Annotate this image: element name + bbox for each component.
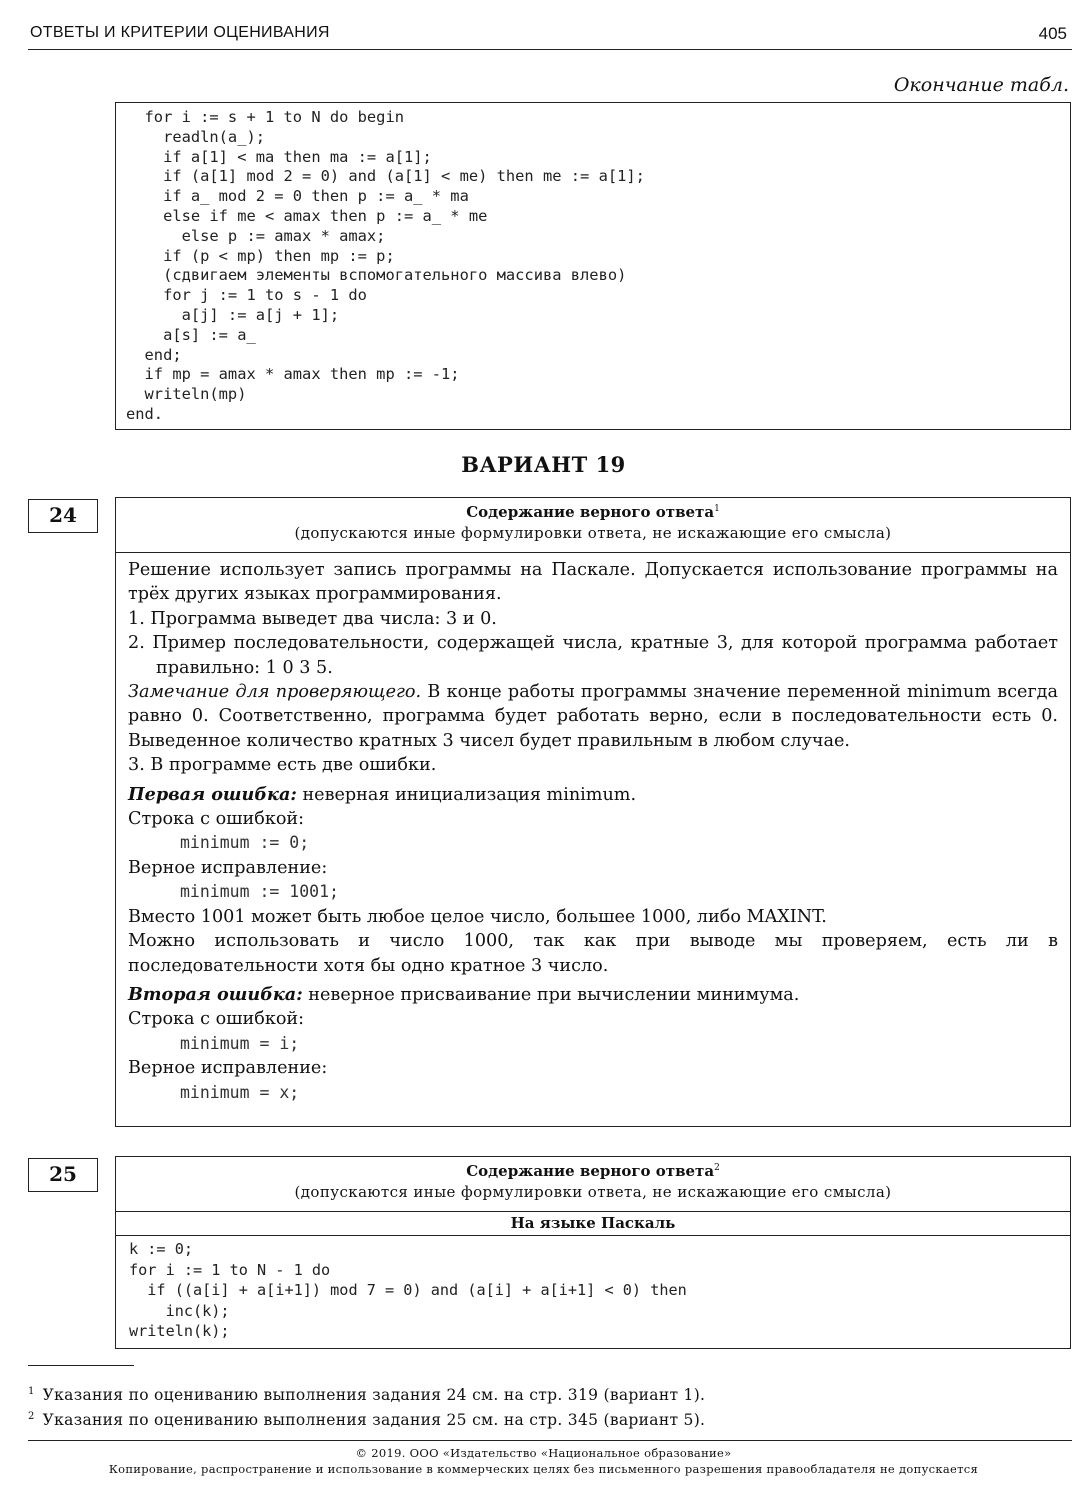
task25-header — [116, 1157, 1070, 1212]
task24-error1-note2: Можно использовать и число 1000, так как при выводе мы проверяем, есть ли в последовательности хотя бы одно кратное 3 число. — [128, 931, 1058, 976]
task24-intro: Решение использует запись программы на Паскале. Допускается использование программы на трёх других языках программирования. — [128, 560, 1058, 605]
table-continuation-label: Окончание табл. — [893, 74, 1069, 96]
task25-header-title — [116, 1157, 1070, 1180]
task25-footnote-ref: 2 — [714, 1163, 720, 1173]
header-rule — [28, 49, 1072, 50]
task24-error2-label: Вторая ошибка: — [128, 983, 303, 1005]
task24-error2-fix-code: minimum = x; — [180, 1082, 300, 1102]
copyright-rule — [28, 1440, 1072, 1441]
task24-error2 — [128, 983, 1058, 1007]
task24-item2: 2. Пример последовательности, содержащей числа, кратные 3, для которой программа работает правильно: 1 0 3 5. — [128, 633, 1058, 678]
copyright-line-2: Копирование, распространение и использование в коммерческих целях без письменного разрешения правообладателя не допускается — [108, 1462, 979, 1476]
footnote-2 — [28, 1406, 1068, 1431]
task24-footnote-ref: 1 — [714, 504, 720, 514]
task24-header-title-text: Содержание верного ответа — [466, 503, 715, 521]
top-code: for i := s + 1 to N do begin readln(a_); if a[1] < ma then ma := a[1]; if (a[1] mod 2 = 0) and (a[1] < me) then me := a[1]; if a_ mod 2 = 0 then p := a_ * ma else if me < amax then p := a_ * me else p := amax * amax; if (p < mp) then mp := p; (сдвигаем элементы вспомогательного массива влево) for j := 1 to s - 1 do a[j] := a[j + 1]; a[s] := a_ end; if mp = amax * amax then mp := -1; writeln(mp) end. — [126, 108, 645, 423]
top-code-box — [115, 102, 1071, 430]
footnote-2-text: Указания по оцениванию выполнения задания 25 см. на стр. 345 (вариант 5). — [42, 1411, 706, 1430]
page-number: 405 — [1038, 24, 1067, 43]
task24-item1: 1. Программа выведет два числа: 3 и 0. — [128, 608, 497, 629]
task24-error1-note1: Вместо 1001 может быть любое целое число, большее 1000, либо MAXINT. — [128, 906, 827, 927]
task24-note-text: В конце работы программы значение переменной minimum всегда равно 0. Соответственно, программа будет работать верно, если в последовательности есть 0. Выведенное количество кратных 3 чисел будет правильным в любом случае. — [128, 682, 1058, 751]
task25-header-sub: (допускаются иные формулировки ответа, не искажающие его смысла) — [294, 1183, 892, 1201]
task24-error1-label: Первая ошибка: — [128, 783, 297, 805]
footnote-1 — [28, 1381, 1068, 1406]
task25-code: k := 0; for i := 1 to N - 1 do if ((a[i] + a[i+1]) mod 7 = 0) and (a[i] + a[i+1] < 0) then inc(k); writeln(k); — [129, 1240, 687, 1340]
task24-error1-fix-code: minimum := 1001; — [180, 882, 339, 902]
task25-header-title-text: Содержание верного ответа — [466, 1162, 715, 1180]
task24-error1-line-label: Строка с ошибкой: — [128, 809, 305, 830]
task24-error1 — [128, 783, 1058, 807]
footnote-1-mark: 1 — [28, 1386, 35, 1397]
task24-header-title — [116, 498, 1070, 521]
task25-lang-title: На языке Паскаль — [116, 1211, 1070, 1236]
footnotes — [28, 1381, 1068, 1431]
task24-note — [128, 680, 1058, 753]
running-header: ОТВЕТЫ И КРИТЕРИИ ОЦЕНИВАНИЯ — [30, 24, 330, 41]
copyright-line-1: © 2019. ООО «Издательство «Национальное образование» — [355, 1446, 732, 1460]
task24-error2-line-label: Строка с ошибкой: — [128, 1009, 305, 1030]
footnote-2-mark: 2 — [28, 1411, 35, 1423]
task24-header-sub: (допускаются иные формулировки ответа, не искажающие его смысла) — [294, 524, 892, 542]
task24-error1-fix-label: Верное исправление: — [128, 857, 328, 878]
task24-note-label: Замечание для проверяющего. — [128, 682, 422, 703]
task24-item3: 3. В программе есть две ошибки. — [128, 755, 437, 776]
footnote-rule — [28, 1365, 134, 1366]
task24-error1-text: неверная инициализация minimum. — [296, 784, 637, 805]
task-number-25: 25 — [28, 1158, 98, 1192]
task25-answer-table — [115, 1156, 1071, 1349]
task24-error2-line-code: minimum = i; — [180, 1033, 300, 1053]
task24-error2-text: неверное присваивание при вычислении минимума. — [302, 984, 800, 1005]
task24-body — [128, 558, 1058, 1105]
task24-header — [116, 498, 1070, 553]
task24-answer-table — [115, 497, 1071, 1127]
footnote-1-text: Указания по оцениванию выполнения задания 24 см. на стр. 319 (вариант 1). — [42, 1386, 706, 1405]
task24-error2-fix-label: Верное исправление: — [128, 1058, 328, 1079]
variant-title: ВАРИАНТ 19 — [461, 452, 626, 477]
task24-error1-line-code: minimum := 0; — [180, 833, 310, 853]
task-number-24: 24 — [28, 499, 98, 533]
